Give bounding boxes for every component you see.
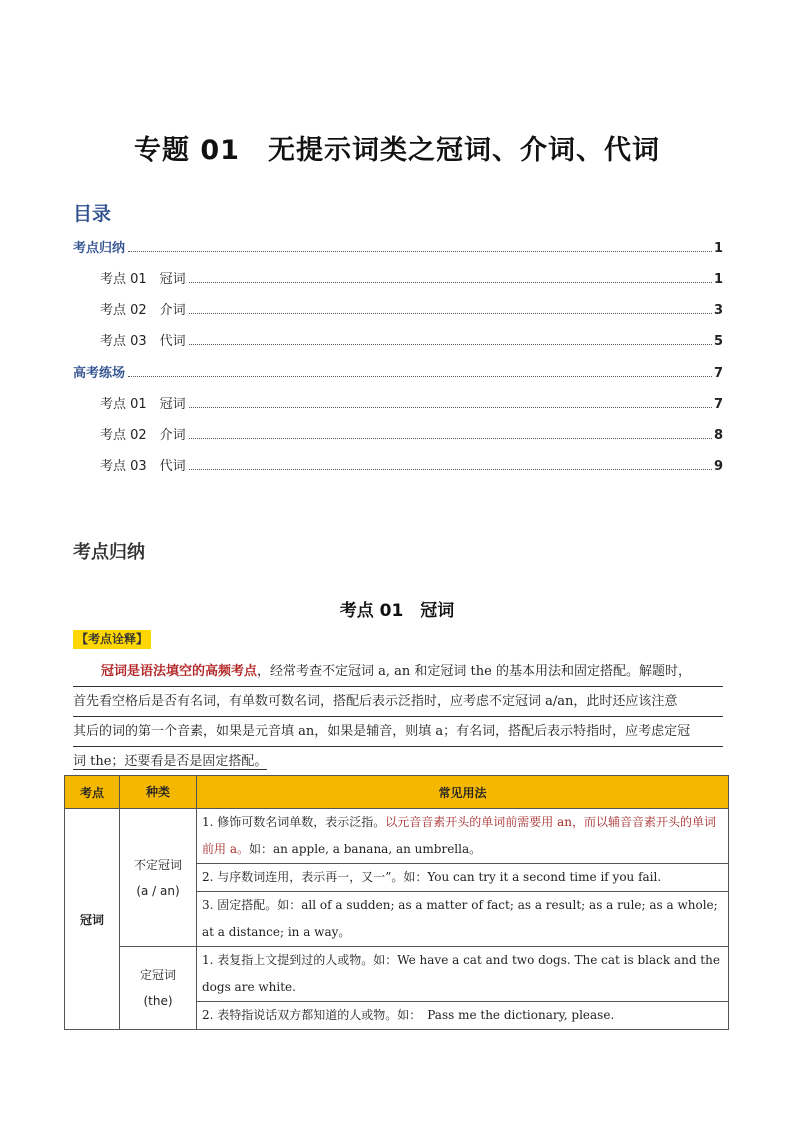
toc-entry-label: 考点 02 介词 bbox=[100, 303, 186, 318]
usage-text: 如：an apple, a banana, an umbrella。 bbox=[248, 842, 482, 856]
toc-leader-dots bbox=[189, 438, 712, 439]
toc-leader-dots bbox=[189, 313, 712, 314]
toc-entry[interactable] bbox=[73, 236, 723, 256]
table-row bbox=[65, 809, 729, 864]
usage-cell: 2. 与序数词连用，表示再一，又一”。如：You can try it a second time if you fail. bbox=[197, 864, 729, 892]
toc-entry[interactable] bbox=[100, 267, 723, 287]
kind-articles: (the) bbox=[143, 994, 173, 1008]
toc-entry-page: 9 bbox=[713, 459, 723, 474]
paragraph-line: 首先看空格后是否有名词，有单数可数名词，搭配后表示泛指时，应考虑不定冠词 a/an，此时还应该注意 bbox=[73, 687, 723, 717]
toc-entry[interactable] bbox=[100, 454, 723, 474]
toc-leader-dots bbox=[189, 344, 712, 345]
paragraph-text: 词 the；还要看是否是固定搭配。 bbox=[73, 754, 268, 769]
paragraph-highlight: 冠词是语法填空的高频考点 bbox=[101, 664, 258, 679]
usage-text: 1. 修饰可数名词单数，表示泛指。 bbox=[202, 815, 386, 829]
toc-entry-page: 5 bbox=[713, 334, 723, 349]
kind-name: 不定冠词 bbox=[133, 857, 182, 872]
section-heading: 考点归纳 bbox=[73, 542, 145, 563]
toc-entry-page: 3 bbox=[713, 303, 723, 318]
toc-leader-dots bbox=[189, 407, 712, 408]
usage-table bbox=[64, 775, 729, 1030]
explanation-paragraph bbox=[73, 657, 723, 776]
toc-leader-dots bbox=[189, 469, 712, 470]
table-header-row bbox=[65, 776, 729, 809]
toc-entry-page: 8 bbox=[713, 428, 723, 443]
toc-entry-label: 考点 02 介词 bbox=[100, 428, 186, 443]
toc-heading: 目录 bbox=[73, 203, 112, 225]
toc-entry[interactable] bbox=[100, 298, 723, 318]
table-header-cell: 考点 bbox=[65, 776, 120, 809]
toc-entry-page: 1 bbox=[713, 241, 723, 256]
table-header-cell: 常见用法 bbox=[197, 776, 729, 809]
paragraph-line bbox=[73, 657, 723, 687]
toc-entry[interactable] bbox=[100, 329, 723, 349]
toc-entry[interactable] bbox=[100, 392, 723, 412]
toc-entry-label: 考点 01 冠词 bbox=[100, 397, 186, 412]
usage-cell: 2. 表特指说话双方都知道的人或物。如： Pass me the dictionary, please. bbox=[197, 1002, 729, 1030]
paragraph-line bbox=[73, 747, 723, 776]
kind-name: 定冠词 bbox=[139, 968, 176, 982]
paragraph-line: 其后的词的第一个音素，如果是元音填 an，如果是辅音，则填 a；有名词，搭配后表示特指时，应考虑定冠 bbox=[73, 717, 723, 747]
usage-highlight: 以元音音素开头的单词前需要用 an，而以辅音音素开头的单词前用 a。 bbox=[202, 815, 716, 856]
table-header-cell: 种类 bbox=[120, 776, 197, 809]
toc-entry[interactable] bbox=[100, 423, 723, 443]
explanation-tag: 【考点诠释】 bbox=[73, 630, 151, 649]
usage-cell bbox=[197, 809, 729, 864]
toc-entry-page: 7 bbox=[713, 366, 723, 381]
kind-cell bbox=[120, 809, 197, 947]
point-heading: 考点 01 冠词 bbox=[339, 601, 455, 621]
toc-leader-dots bbox=[128, 251, 712, 252]
toc-entry-label: 考点 03 代词 bbox=[100, 459, 186, 474]
toc-leader-dots bbox=[128, 376, 712, 377]
usage-cell: 3. 固定搭配。如：all of a sudden; as a matter of fact; as a result; as a rule; as a whole; at a distance; in a way。 bbox=[197, 892, 729, 947]
toc-entry-page: 7 bbox=[713, 397, 723, 412]
toc-entry-label: 考点 03 代词 bbox=[100, 334, 186, 349]
toc-entry-page: 1 bbox=[713, 272, 723, 287]
kind-cell bbox=[120, 947, 197, 1030]
toc-entry-label: 考点归纳 bbox=[73, 241, 126, 256]
table-row bbox=[65, 947, 729, 1002]
toc-entry-label: 高考练场 bbox=[73, 366, 126, 381]
usage-cell: 1. 表复指上文提到过的人或物。如：We have a cat and two dogs. The cat is black and the dogs are white. bbox=[197, 947, 729, 1002]
category-cell: 冠词 bbox=[65, 809, 120, 1030]
toc-entry-label: 考点 01 冠词 bbox=[100, 272, 186, 287]
paragraph-text: ，经常考查不定冠词 a, an 和定冠词 the 的基本用法和固定搭配。解题时， bbox=[257, 664, 691, 679]
toc-entry[interactable] bbox=[73, 361, 723, 381]
kind-articles: (a / an) bbox=[136, 883, 180, 898]
document-title: 专题 01 无提示词类之冠词、介词、代词 bbox=[134, 135, 660, 166]
toc-leader-dots bbox=[189, 282, 712, 283]
